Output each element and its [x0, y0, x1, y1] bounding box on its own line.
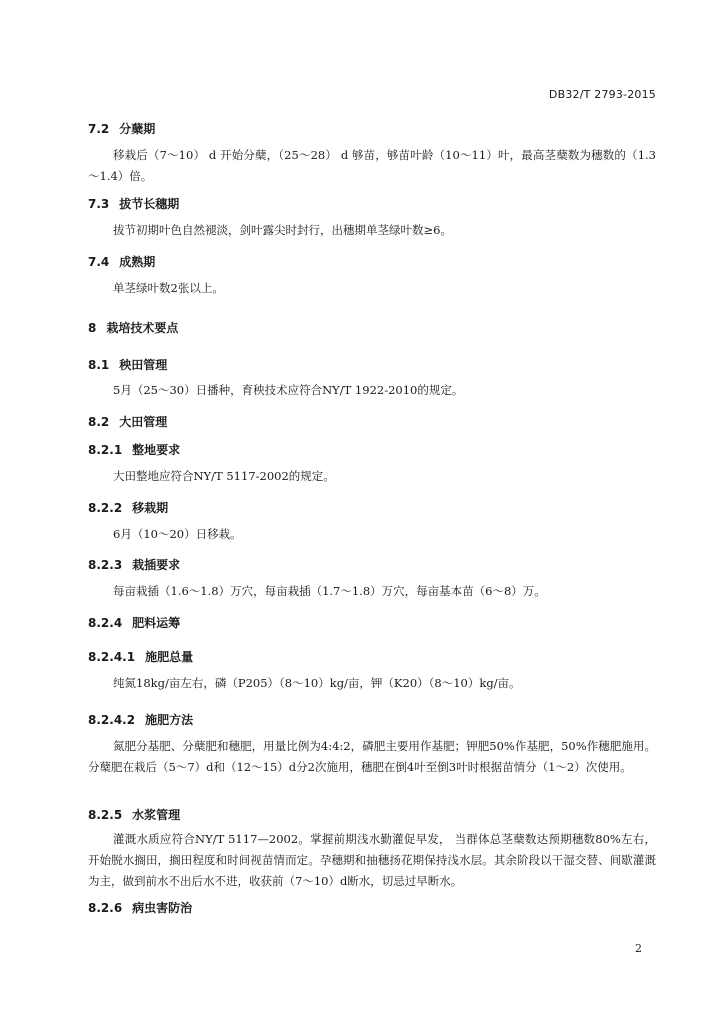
section-heading-8-2-4-2: [88, 711, 193, 728]
section-number: 7.4: [88, 255, 110, 269]
section-title: 分蘖期: [119, 122, 156, 136]
section-heading-8-2-3: [88, 556, 180, 573]
section-heading-8-1: [88, 356, 167, 373]
section-number: 8.2.4: [88, 616, 123, 630]
paragraph-7-2: 移栽后（7～10） d 开始分蘖，（25～28） d 够苗，够苗叶龄（10～11）叶，最高茎蘖数为穗数的（1.3～1.4）倍。: [88, 148, 656, 183]
section-title: 施肥总量: [145, 650, 194, 664]
paragraph-8-2-4-1: 纯氮18kg/亩左右，磷（P205）（8～10）kg/亩，钾（K20）（8～10）kg/亩。: [113, 676, 521, 690]
paragraph-8-2-5: 灌溉水质应符合NY/T 5117—2002。掌握前期浅水勤灌促早发， 当群体总茎蘖数达预期穗数80%左右，开始脱水搁田，搁田程度和时间视苗情而定。孕穗期和抽穗扬花期保持浅水层。其余阶段以干湿交替、间歇灌溉为主，做到前水不出后水不进，收获前（7～10）d断水，切忌过早断水。: [88, 832, 656, 888]
section-heading-8-2: [88, 413, 167, 430]
section-number: 8.2.1: [88, 443, 123, 457]
section-heading-8-2-4-1: [88, 648, 193, 665]
section-number: 8.2.5: [88, 808, 123, 822]
paragraph-8-2-4-2: 氮肥分基肥、分蘖肥和穗肥，用量比例为4:4:2，磷肥主要用作基肥；钾肥50%作基肥，50%作穗肥施用。分蘖肥在栽后（5～7）d和（12～15）d分2次施用，穗肥在倒4叶至倒3叶时根据苗情分（1～2）次使用。: [88, 739, 656, 774]
section-title: 水浆管理: [132, 808, 181, 822]
section-heading-7-3: [88, 195, 179, 212]
section-title: 施肥方法: [145, 713, 194, 727]
page-number: 2: [635, 942, 642, 955]
section-title: 成熟期: [119, 255, 156, 269]
section-number: 8.2.4.2: [88, 713, 136, 727]
section-title: 拔节长穗期: [119, 197, 180, 211]
section-heading-8-2-5: [88, 806, 180, 823]
section-title: 栽插要求: [132, 558, 181, 572]
paragraph-8-1: 5月（25～30）日播种，育秧技术应符合NY/T 1922-2010的规定。: [113, 383, 464, 397]
section-heading-7-2: [88, 120, 155, 137]
section-title: 病虫害防治: [132, 901, 193, 915]
section-heading-8-2-4: [88, 614, 180, 631]
paragraph-8-2-2: 6月（10～20）日移栽。: [113, 527, 242, 541]
paragraph-8-2-3: 每亩栽插（1.6～1.8）万穴，每亩栽插（1.7～1.8）万穴，每亩基本苗（6～8）万。: [113, 584, 546, 598]
section-number: 8.2.4.1: [88, 650, 136, 664]
section-number: 8.2.3: [88, 558, 123, 572]
section-number: 8: [88, 321, 97, 335]
section-heading-8: [88, 319, 178, 336]
section-heading-7-4: [88, 253, 155, 270]
section-title: 大田管理: [119, 415, 168, 429]
section-number: 7.3: [88, 197, 110, 211]
standard-code: DB32/T 2793-2015: [548, 88, 656, 101]
section-title: 整地要求: [132, 443, 181, 457]
section-heading-8-2-6: [88, 899, 192, 916]
section-number: 8.2.6: [88, 901, 123, 915]
section-number: 8.2: [88, 415, 110, 429]
section-number: 8.1: [88, 358, 110, 372]
section-title: 栽培技术要点: [106, 321, 179, 335]
section-title: 秧田管理: [119, 358, 168, 372]
section-number: 8.2.2: [88, 501, 123, 515]
paragraph-7-4: 单茎绿叶数2张以上。: [113, 281, 224, 295]
section-title: 移栽期: [132, 501, 169, 515]
section-number: 7.2: [88, 122, 110, 136]
section-heading-8-2-2: [88, 499, 168, 516]
section-heading-8-2-1: [88, 441, 180, 458]
section-title: 肥料运筹: [132, 616, 181, 630]
paragraph-8-2-1: 大田整地应符合NY/T 5117-2002的规定。: [113, 469, 335, 483]
paragraph-7-3: 拔节初期叶色自然褪淡，剑叶露尖时封行，出穗期单茎绿叶数≥6。: [113, 223, 452, 237]
